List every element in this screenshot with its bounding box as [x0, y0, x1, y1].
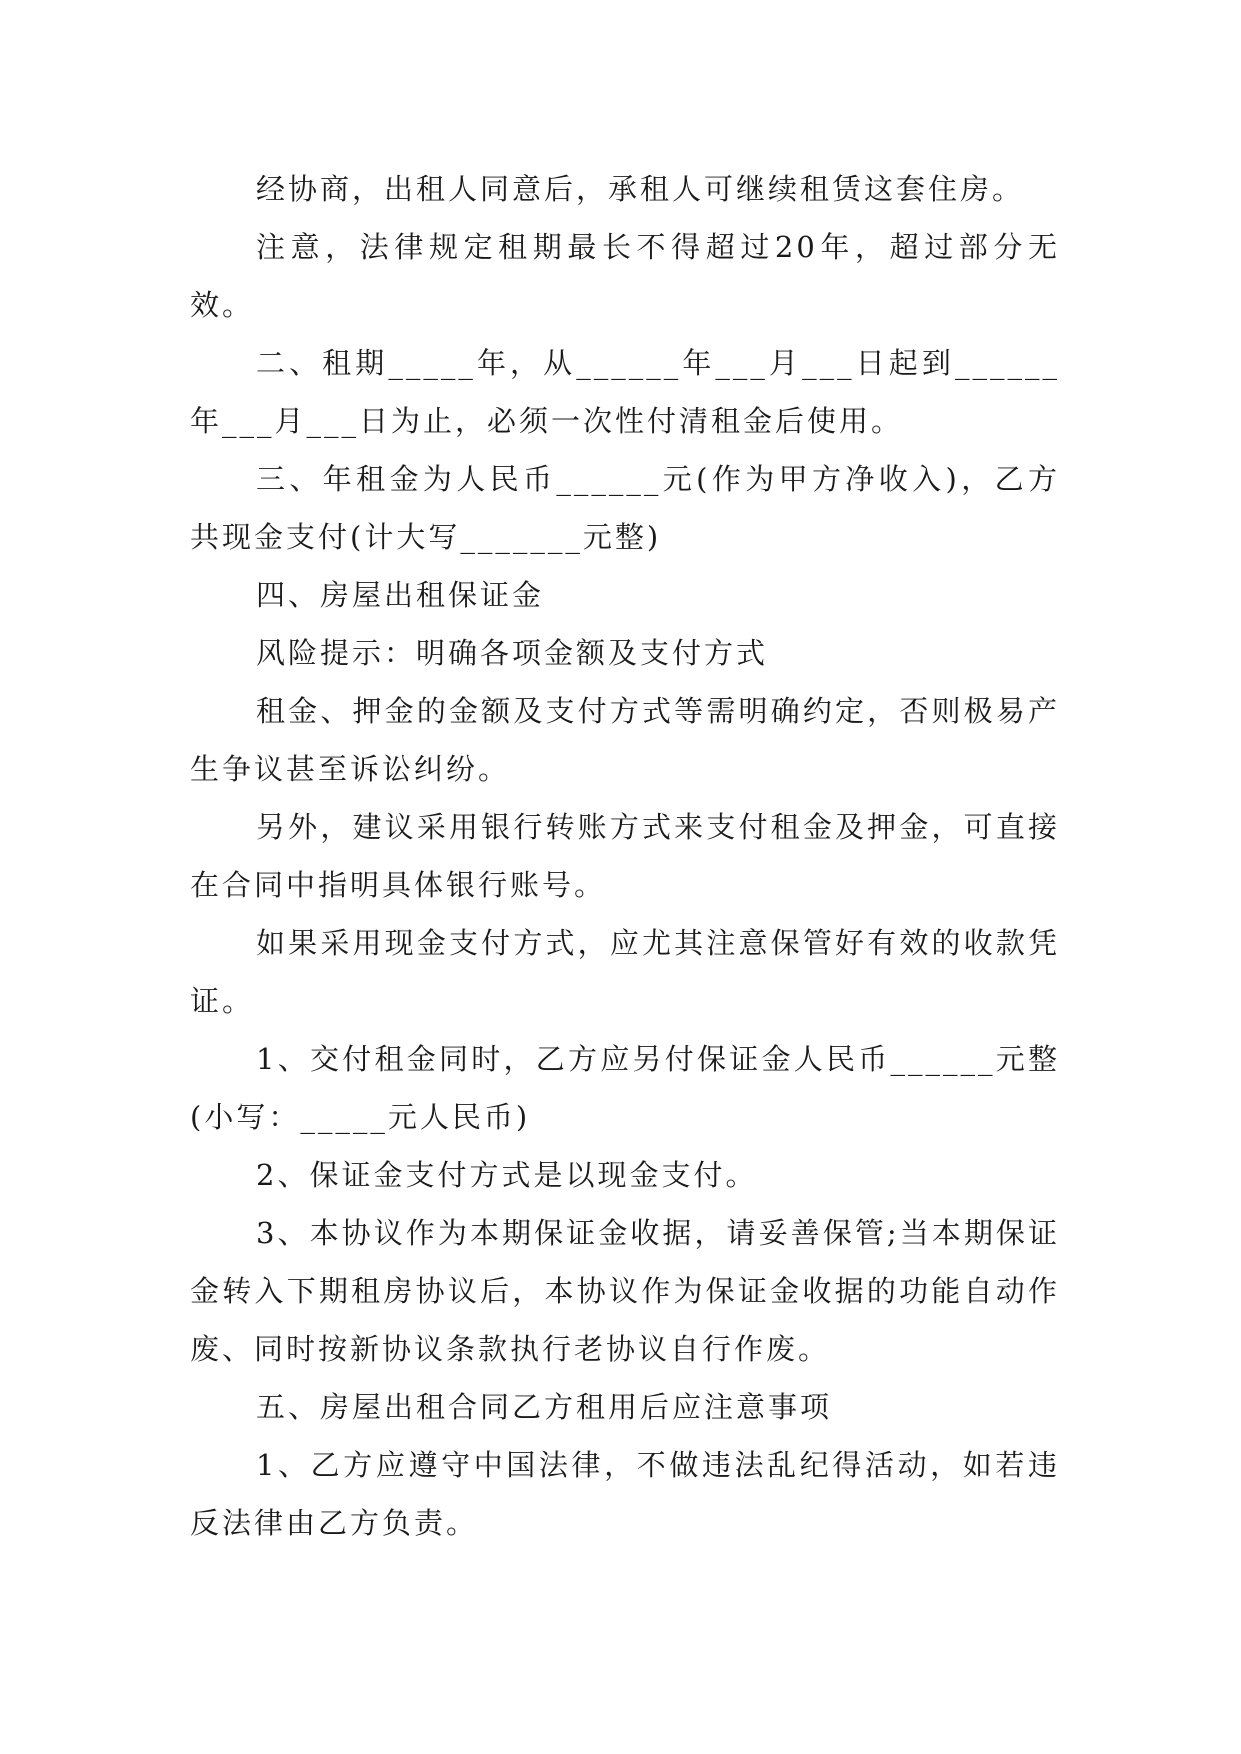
paragraph-bank-transfer: 另外，建议采用银行转账方式来支付租金及押金，可直接在合同中指明具体银行账号。 — [190, 810, 1060, 902]
paragraph-section-2-term: 二、租期_____年，从______年___月___日起到______年___月___日为止，必须一次性付清租金后使用。 — [190, 346, 1060, 438]
paragraph-deposit-item-1: 1、交付租金同时，乙方应另付保证金人民币______元整(小写：_____元人民币) — [190, 1042, 1060, 1134]
paragraph-deposit-item-2: 2、保证金支付方式是以现金支付。 — [256, 1158, 758, 1192]
paragraph-cash-receipt: 如果采用现金支付方式，应尤其注意保管好有效的收款凭证。 — [190, 926, 1060, 1018]
paragraph-section-5-notes: 五、房屋出租合同乙方租用后应注意事项 — [256, 1390, 833, 1424]
paragraph-risk-tip: 风险提示：明确各项金额及支付方式 — [256, 636, 769, 670]
paragraph-continue-lease: 经协商，出租人同意后，承租人可继续租赁这套住房。 — [256, 172, 1025, 206]
paragraph-amount-agreement: 租金、押金的金额及支付方式等需明确约定，否则极易产生争议甚至诉讼纠纷。 — [190, 694, 1060, 786]
paragraph-section-3-rent: 三、年租金为人民币______元(作为甲方净收入)，乙方共现金支付(计大写_______元整) — [190, 462, 1060, 554]
paragraph-lease-term-limit: 注意，法律规定租期最长不得超过20年，超过部分无效。 — [190, 230, 1060, 322]
paragraph-section-4-deposit: 四、房屋出租保证金 — [256, 578, 545, 612]
document-body — [190, 160, 1060, 1552]
paragraph-deposit-item-3: 3、本协议作为本期保证金收据，请妥善保管;当本期保证金转入下期租房协议后，本协议作为保证金收据的功能自动作废、同时按新协议条款执行老协议自行作废。 — [190, 1216, 1060, 1366]
paragraph-notes-item-1: 1、乙方应遵守中国法律，不做违法乱纪得活动，如若违反法律由乙方负责。 — [190, 1448, 1060, 1540]
